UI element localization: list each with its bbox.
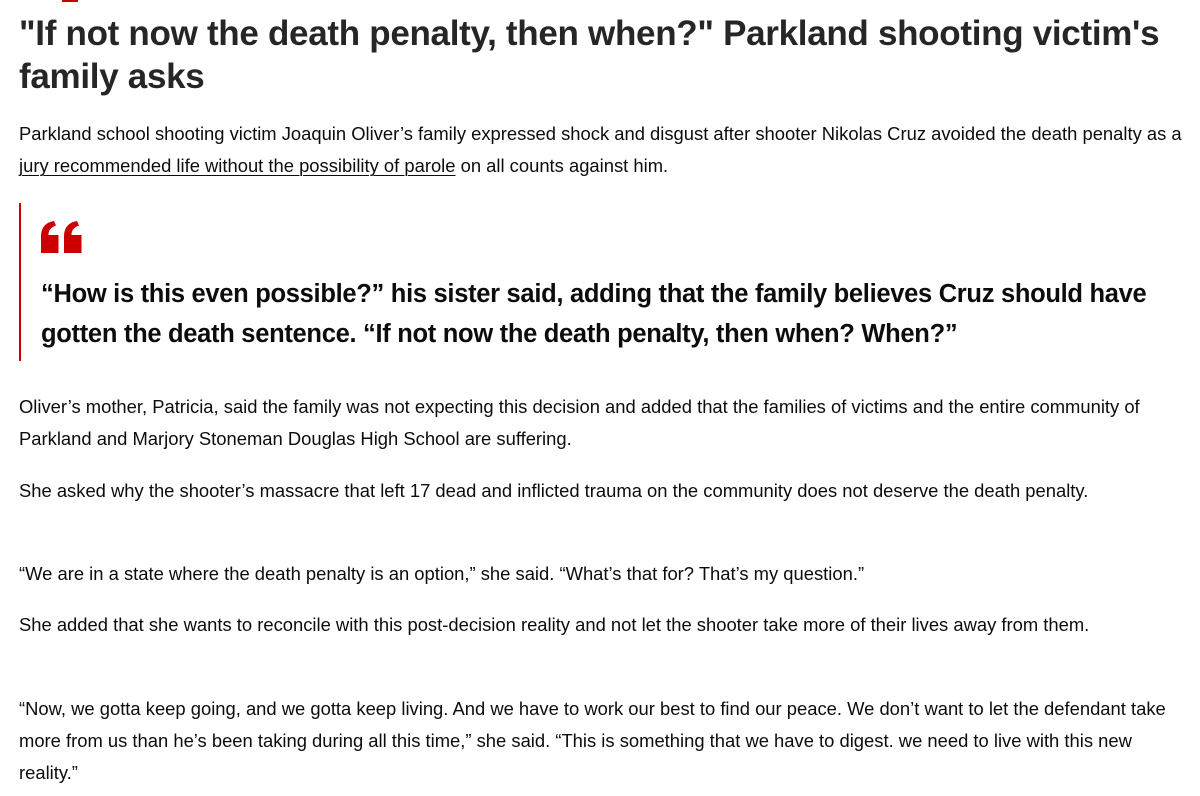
pull-quote: [19, 203, 1161, 361]
headline: "If not now the death penalty, then when?" Parkland shooting victim's family asks: [19, 14, 1160, 96]
jury-recommendation-link[interactable]: jury recommended life without the possibility of parole: [19, 155, 456, 176]
intro-text-before: Parkland school shooting victim Joaquin Oliver’s family expressed shock and disgust after shooter Nikolas Cruz avoided the death penalty as a: [19, 123, 1182, 144]
top-accent-bar: [62, 0, 78, 2]
body-paragraph: She asked why the shooter’s massacre that left 17 dead and inflicted trauma on the community does not deserve the death penalty.: [19, 480, 1089, 501]
intro-paragraph: [19, 118, 1187, 182]
pull-quote-text: “How is this even possible?” his sister said, adding that the family believes Cruz should have gotten the death sentence. “If not now the death penalty, then when? When?”: [41, 280, 1147, 348]
body-paragraph: “We are in a state where the death penalty is an option,” she said. “What’s that for? That’s my question.”: [19, 563, 865, 584]
intro-text-after: on all counts against him.: [455, 155, 669, 176]
body-paragraph: Oliver’s mother, Patricia, said the family was not expecting this decision and added that the families of victims and the entire community of Parkland and Marjory Stoneman Douglas High School are suffering.: [19, 396, 1140, 449]
body-paragraph: “Now, we gotta keep going, and we gotta keep living. And we have to work our best to find our peace. We don’t want to let the defendant take more from us than he’s been taking during all this time,” she said. “This is something that we have to digest. we need to live with this new reality.”: [19, 698, 1166, 783]
quote-icon: [41, 221, 85, 253]
body-paragraph: She added that she wants to reconcile with this post-decision reality and not let the shooter take more of their lives away from them.: [19, 614, 1090, 635]
